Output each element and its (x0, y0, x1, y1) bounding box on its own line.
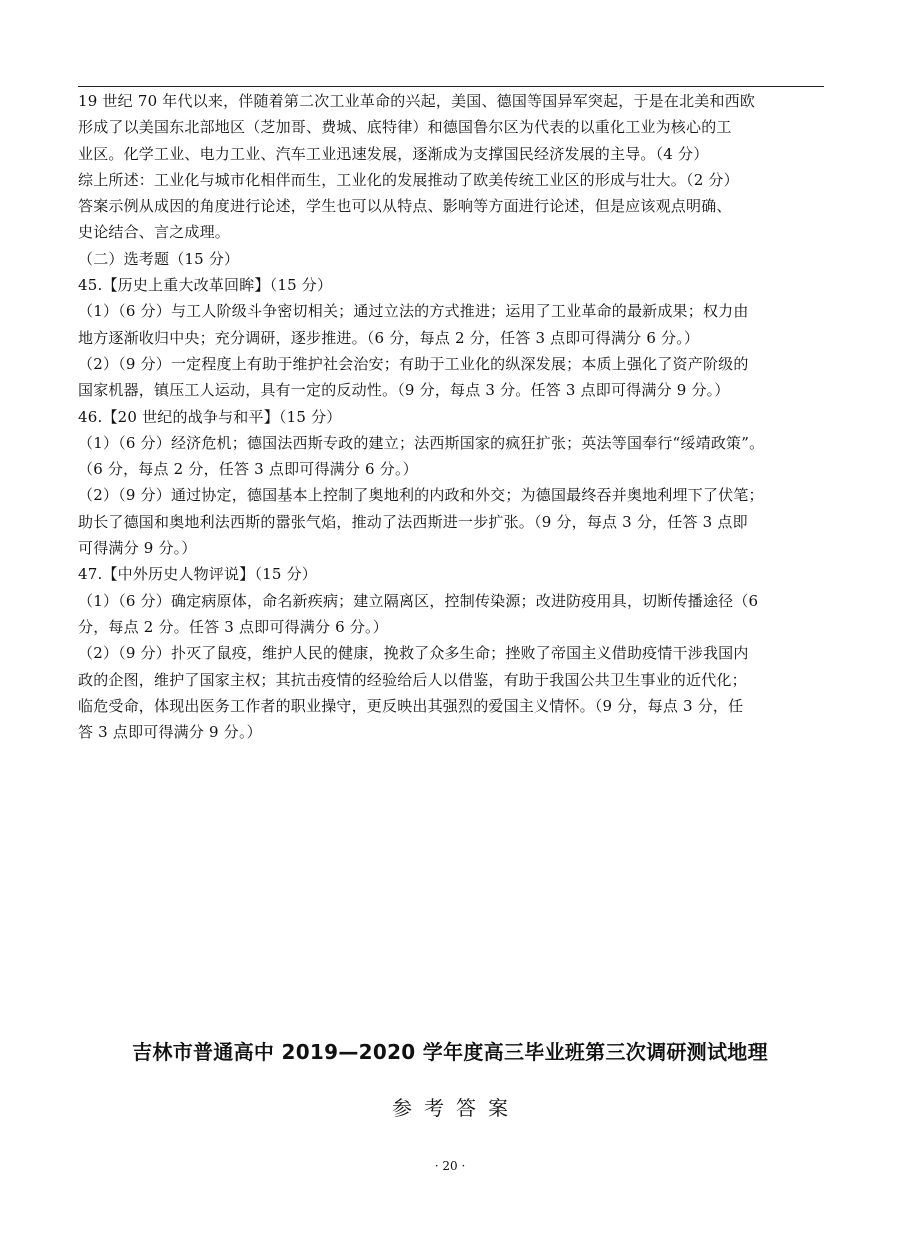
text-line: 业区。化学工业、电力工业、汽车工业迅速发展，逐渐成为支撑国民经济发展的主导。（4 分） (78, 144, 709, 163)
text-line: （2）（9 分）通过协定，德国基本上控制了奥地利的内政和外交；为德国最终吞并奥地利埋下了伏笔； (78, 486, 764, 505)
document-title: 吉林市普通高中 2019—2020 学年度高三毕业班第三次调研测试地理 (132, 1040, 768, 1064)
text-line: 助长了德国和奥地利法西斯的嚣张气焰，推动了法西斯进一步扩张。（9 分，每点 3 分，任答 3 点即 (78, 512, 748, 531)
answer-body (78, 88, 828, 745)
top-rule (78, 86, 824, 87)
text-line: （2）（9 分）扑灭了鼠疫，维护人民的健康，挽救了众多生命；挫败了帝国主义借助疫情干涉我国内 (78, 644, 749, 663)
text-line: （6 分，每点 2 分，任答 3 点即可得满分 6 分。） (78, 460, 418, 479)
text-line: 地方逐渐收归中央；充分调研，逐步推进。（6 分，每点 2 分，任答 3 点即可得满分 6 分。） (78, 328, 700, 347)
page-number: · 20 · (434, 1159, 466, 1173)
text-line: （1）（6 分）经济危机；德国法西斯专政的建立；法西斯国家的疯狂扩张；英法等国奉行“绥靖政策”。 (78, 433, 765, 452)
text-line: 答案示例从成因的角度进行论述，学生也可以从特点、影响等方面进行论述，但是应该观点明确、 (78, 197, 732, 216)
question-heading: 47.【中外历史人物评说】（15 分） (78, 565, 318, 584)
question-heading: 46.【20 世纪的战争与和平】（15 分） (78, 407, 342, 426)
text-line: 形成了以美国东北部地区（芝加哥、费城、底特律）和德国鲁尔区为代表的以重化工业为核心的工 (78, 118, 732, 137)
text-line: （1）（6 分）与工人阶级斗争密切相关；通过立法的方式推进；运用了工业革命的最新成果；权力由 (78, 302, 749, 321)
section-heading: （二）选考题（15 分） (78, 249, 240, 268)
document-subtitle: 参考答案 (392, 1096, 520, 1120)
text-line: 19 世纪 70 年代以来，伴随着第二次工业革命的兴起，美国、德国等国异军突起，于是在北美和西欧 (78, 92, 756, 110)
text-line: （2）（9 分）一定程度上有助于维护社会治安；有助于工业化的纵深发展；本质上强化了资产阶级的 (78, 354, 749, 373)
text-line: 可得满分 9 分。） (78, 539, 197, 558)
text-line: 政的企图，维护了国家主权；其抗击疫情的经验给后人以借鉴，有助于我国公共卫生事业的近代化； (78, 670, 747, 689)
text-line: 答 3 点即可得满分 9 分。） (78, 723, 262, 742)
question-heading: 45.【历史上重大改革回眸】（15 分） (78, 276, 333, 295)
text-line: 临危受命，体现出医务工作者的职业操守，更反映出其强烈的爱国主义情怀。（9 分，每点 3 分，任 (78, 696, 744, 715)
text-line: 国家机器，镇压工人运动，具有一定的反动性。（9 分，每点 3 分。任答 3 点即可得满分 9 分。） (78, 381, 730, 400)
text-line: （1）（6 分）确定病原体，命名新疾病；建立隔离区，控制传染源；改进防疫用具，切断传播途径（6 (78, 591, 759, 610)
text-line: 分，每点 2 分。任答 3 点即可得满分 6 分。） (78, 617, 388, 636)
text-line: 史论结合、言之成理。 (78, 223, 231, 242)
text-line: 综上所述：工业化与城市化相伴而生，工业化的发展推动了欧美传统工业区的形成与壮大。（2 分） (78, 170, 739, 189)
